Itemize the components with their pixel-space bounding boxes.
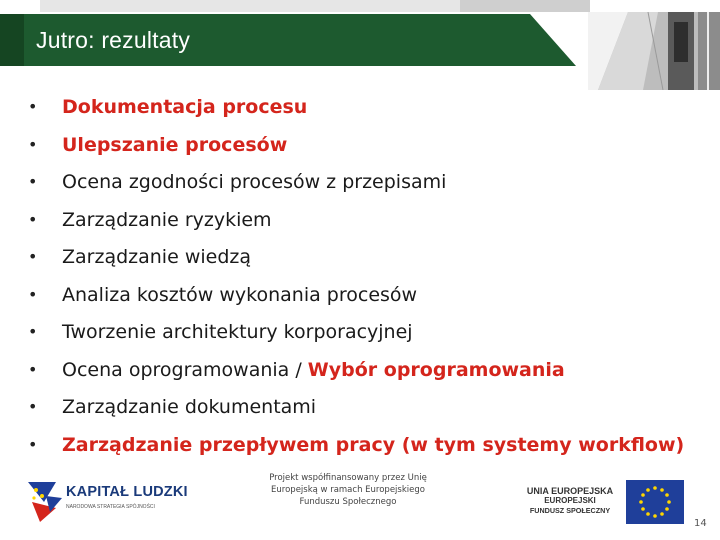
eu-flag-icon <box>626 480 684 524</box>
kapital-ludzki-title: KAPITAŁ LUDZKI <box>66 484 188 500</box>
list-item-text: Dokumentacja procesu <box>62 96 308 118</box>
list-item-text <box>62 355 565 385</box>
cofinance-note <box>258 472 438 508</box>
bullet-dot: • <box>28 134 38 154</box>
eu-label-line-1: UNIA EUROPEJSKA <box>526 486 614 496</box>
list-item-text: Tworzenie architektury korporacyjnej <box>62 321 413 343</box>
cofinance-line-2: Europejską w ramach Europejskiego <box>271 485 425 495</box>
list-item-text: Zarządzanie dokumentami <box>62 396 317 418</box>
list-item-text: Ocena zgodności procesów z przepisami <box>62 171 447 193</box>
kapital-ludzki-subtitle: NARODOWA STRATEGIA SPÓJNOŚCI <box>66 504 155 510</box>
bullet-dot: • <box>28 172 38 191</box>
eu-label <box>520 486 620 516</box>
top-decor-right <box>460 0 590 12</box>
kapital-ludzki-logo <box>26 478 188 526</box>
list-item-text: Zarządzanie wiedzą <box>62 246 251 268</box>
list-item-text-highlight: Wybór oprogramowania <box>307 358 565 381</box>
bullet-dot: • <box>28 359 38 379</box>
bullet-dot: • <box>28 209 38 229</box>
bullet-dot: • <box>28 97 38 116</box>
list-item-text: Zarządzanie ryzykiem <box>62 208 272 231</box>
cofinance-line-3: Funduszu Społecznego <box>299 497 397 507</box>
list-item-text-plain: Ocena oprogramowania / <box>62 358 308 381</box>
list-item-text: Analiza kosztów wykonania procesów <box>62 283 418 306</box>
top-decor-left <box>0 0 40 12</box>
bullet-dot: • <box>28 284 38 304</box>
top-decor-strip <box>0 0 590 12</box>
slide-title: Jutro: rezultaty <box>36 27 191 53</box>
building-photo-icon <box>588 12 720 90</box>
eu-label-line-3: FUNDUSZ SPOŁECZNY <box>529 506 611 515</box>
bullet-dot: • <box>28 247 38 266</box>
bullet-dot: • <box>28 322 38 341</box>
kapital-ludzki-logo-icon <box>26 478 64 524</box>
bullet-dot: • <box>28 434 38 454</box>
list-item-text: Ulepszanie procesów <box>62 133 288 156</box>
eu-label-line-2: EUROPEJSKI <box>544 496 596 505</box>
page-number: 14 <box>694 518 707 529</box>
list-item-text: Zarządzanie przepływem pracy (w tym systemy workflow) <box>62 433 685 456</box>
cofinance-line-1: Projekt współfinansowany przez Unię <box>269 473 427 483</box>
bullet-dot: • <box>28 397 38 416</box>
